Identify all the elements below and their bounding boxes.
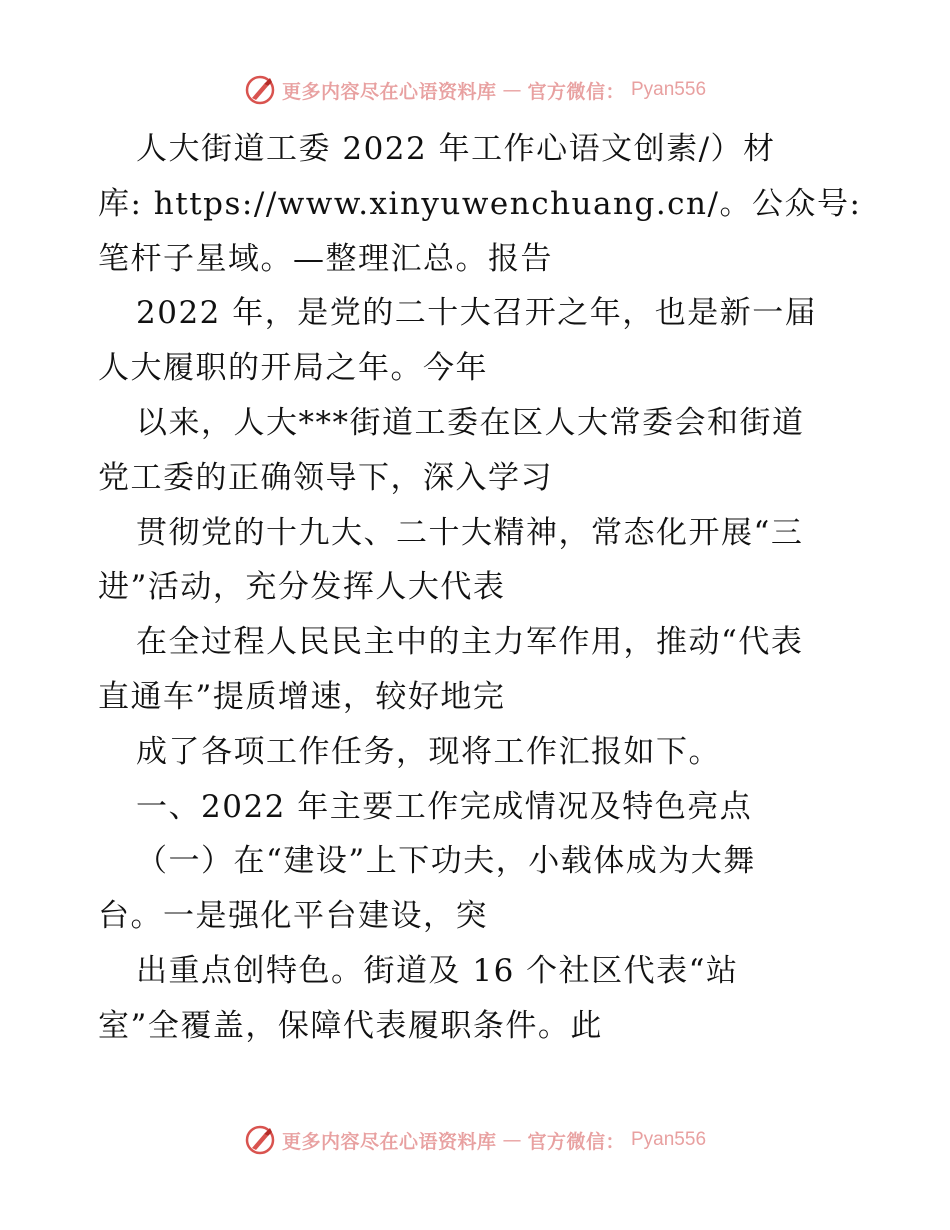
body-text-line: 贯彻党的十九大、二十大精神，常态化开展“三 [136,514,804,551]
header-watermark [0,70,950,110]
watermark-label: 官方微信： [527,1130,625,1153]
watermark-banner [244,74,706,106]
body-text-line: 人大履职的开局之年。今年 [98,350,488,387]
watermark-id: Pyan556 [631,79,707,100]
body-text-line: 人大街道工委 2022 年工作心语文创素/）材 [136,131,776,167]
body-text-line: 台。一是强化平台建设，突 [98,898,488,935]
body-text-line: 直通车”提质增速，较好地完 [98,678,506,715]
body-text-line: 党工委的正确领导下，深入学习 [98,459,553,496]
body-text-line: 成了各项工作任务，现将工作汇报如下。 [136,733,721,770]
footer-watermark [0,1120,950,1160]
body-text-line: 以来，人大***街道工委在区人大常委会和街道 [136,404,805,441]
body-text-line: 笔杆子星域。—整理汇总。报告 [98,240,553,277]
body-text-line: 进”活动，充分发挥人大代表 [98,569,506,606]
watermark-label: 官方微信： [527,80,625,103]
document-body [98,122,862,1054]
body-text-line: 一、2022 年主要工作完成情况及特色亮点 [136,788,753,825]
watermark-separator: — [502,79,522,101]
watermark-text: 更多内容尽在心语资料库 [281,1130,497,1153]
watermark-id: Pyan556 [631,1129,707,1150]
pen-logo-icon [244,1124,276,1156]
body-text-line: （一）在“建设”上下功夫，小载体成为大舞 [136,843,756,880]
watermark-banner-footer [244,1124,706,1156]
body-text-line: 出重点创特色。街道及 16 个社区代表“站 [136,952,739,989]
pen-logo-icon [244,74,276,106]
body-text-line: 室”全覆盖，保障代表履职条件。此 [98,1007,603,1044]
body-text-line: 在全过程人民民主中的主力军作用，推动“代表 [136,624,804,661]
watermark-text: 更多内容尽在心语资料库 [281,80,497,103]
body-text-line: 2022 年，是党的二十大召开之年，也是新一届 [136,295,818,332]
body-text-line: 库: https://www.xinyuwenchuang.cn/。公众号: [98,185,862,222]
watermark-separator: — [502,1129,522,1151]
